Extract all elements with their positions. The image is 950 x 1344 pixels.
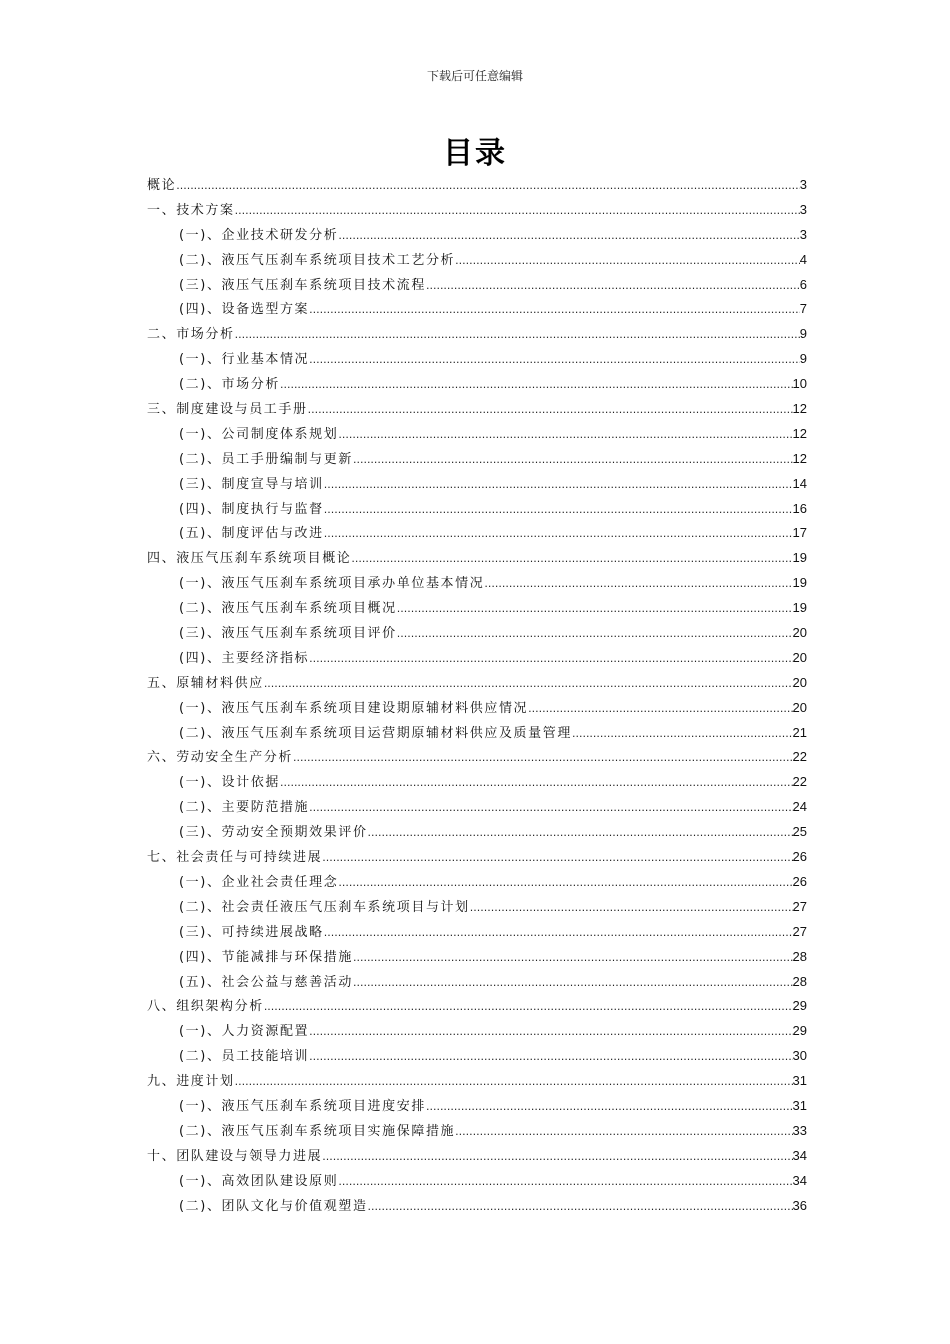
toc-dot-leader — [176, 179, 800, 192]
toc-dot-leader — [426, 1100, 793, 1113]
toc-entry-label: 十、团队建设与领导力进展 — [147, 1148, 323, 1164]
toc-entry-label: (二)、液压气压刹车系统项目运营期原辅材料供应及质量管理 — [179, 725, 572, 741]
toc-entry-label: (二)、员工手册编制与更新 — [179, 451, 353, 467]
toc-entry[interactable] — [147, 298, 807, 323]
toc-dot-leader — [324, 926, 793, 939]
toc-entry[interactable] — [147, 199, 807, 224]
toc-entry[interactable] — [147, 1070, 807, 1095]
toc-dot-leader — [309, 353, 800, 366]
toc-dot-leader — [324, 503, 793, 516]
toc-entry-label: (三)、液压气压刹车系统项目评价 — [179, 626, 397, 642]
toc-dot-leader — [338, 1175, 792, 1188]
toc-entry-page: 4 — [799, 251, 807, 267]
toc-entry-page: 31 — [792, 1097, 807, 1113]
toc-dot-leader — [353, 453, 793, 466]
toc-entry-label: (五)、制度评估与改进 — [179, 526, 324, 542]
toc-entry-page: 34 — [792, 1172, 807, 1188]
toc-entry-page: 28 — [792, 973, 807, 989]
toc-dot-leader — [264, 1000, 793, 1013]
toc-dot-leader — [353, 976, 793, 989]
toc-entry-label: (一)、液压气压刹车系统项目承办单位基本情况 — [179, 576, 485, 592]
toc-entry-label: (二)、液压气压刹车系统项目概况 — [179, 601, 397, 617]
toc-dot-leader — [309, 1025, 792, 1038]
toc-dot-leader — [264, 677, 793, 690]
toc-dot-leader — [322, 1150, 792, 1163]
toc-entry-label: 九、进度计划 — [147, 1074, 235, 1090]
toc-entry[interactable] — [147, 746, 807, 771]
toc-entry[interactable] — [147, 1170, 807, 1195]
toc-entry-label: (一)、行业基本情况 — [179, 352, 310, 368]
toc-entry[interactable] — [147, 771, 807, 796]
toc-entry-page: 17 — [792, 525, 807, 541]
toc-entry[interactable] — [147, 1145, 807, 1170]
toc-entry-label: (一)、人力资源配置 — [179, 1024, 310, 1040]
toc-entry-label: (一)、高效团队建设原则 — [179, 1173, 339, 1189]
toc-entry-page: 12 — [792, 425, 807, 441]
toc-entry[interactable] — [147, 647, 807, 672]
toc-dot-leader — [235, 1075, 793, 1088]
toc-dot-leader — [280, 378, 793, 391]
toc-entry-page: 34 — [792, 1147, 807, 1163]
toc-entry[interactable] — [147, 448, 807, 473]
toc-entry-page: 3 — [799, 177, 807, 192]
toc-dot-leader — [324, 527, 793, 540]
toc-entry-label: (三)、制度宣导与培训 — [179, 476, 324, 492]
toc-dot-leader — [235, 328, 800, 341]
toc-entry-page: 16 — [792, 500, 807, 516]
toc-entry-label: 二、市场分析 — [147, 327, 235, 343]
toc-entry-label: (四)、主要经济指标 — [179, 650, 310, 666]
toc-entry-page: 28 — [792, 948, 807, 964]
toc-entry[interactable] — [147, 1045, 807, 1070]
toc-entry-label: (二)、液压气压刹车系统项目技术工艺分析 — [179, 252, 456, 268]
toc-entry-page: 31 — [792, 1073, 807, 1089]
toc-dot-leader — [455, 254, 800, 267]
toc-entry-page: 22 — [792, 774, 807, 790]
toc-dot-leader — [397, 627, 793, 640]
toc-entry[interactable] — [147, 323, 807, 348]
toc-dot-leader — [338, 876, 792, 889]
toc-title: 目录 — [443, 136, 507, 171]
toc-dot-leader — [470, 901, 793, 914]
toc-dot-leader — [528, 702, 792, 715]
toc-entry[interactable] — [147, 896, 807, 921]
toc-entry-label: 三、制度建设与员工手册 — [147, 402, 308, 418]
toc-entry-page: 33 — [792, 1122, 807, 1138]
toc-entry-label: (四)、节能减排与环保措施 — [179, 949, 353, 965]
toc-entry-page: 10 — [792, 376, 807, 392]
toc-entry[interactable] — [147, 946, 807, 971]
toc-dot-leader — [322, 851, 792, 864]
toc-entry[interactable] — [147, 398, 807, 423]
toc-entry[interactable] — [147, 995, 807, 1020]
toc-entry-label: (一)、企业社会责任理念 — [179, 874, 339, 890]
toc-entry[interactable] — [147, 871, 807, 896]
toc-entry-label: (一)、企业技术研发分析 — [179, 227, 339, 243]
toc-entry[interactable] — [147, 1095, 807, 1120]
toc-dot-leader — [309, 652, 792, 665]
toc-dot-leader — [309, 801, 792, 814]
toc-dot-leader — [368, 1200, 793, 1213]
toc-entry-label: (三)、劳动安全预期效果评价 — [179, 825, 368, 841]
toc-entry-label: (二)、市场分析 — [179, 377, 280, 393]
toc-entry-label: 四、液压气压刹车系统项目概论 — [147, 551, 352, 567]
toc-dot-leader — [572, 727, 793, 740]
toc-entry[interactable] — [147, 672, 807, 697]
toc-entry-page: 27 — [792, 923, 807, 939]
toc-entry[interactable] — [147, 597, 807, 622]
toc-entry[interactable] — [147, 722, 807, 747]
toc-entry-page: 3 — [799, 201, 807, 217]
toc-entry[interactable] — [147, 846, 807, 871]
toc-entry[interactable] — [147, 423, 807, 448]
toc-entry-label: (二)、主要防范措施 — [179, 800, 310, 816]
toc-dot-leader — [353, 951, 793, 964]
toc-entry-page: 19 — [792, 550, 807, 566]
toc-entry-label: (三)、可持续进展战略 — [179, 924, 324, 940]
toc-entry[interactable] — [147, 697, 807, 722]
toc-entry-page: 20 — [792, 699, 807, 715]
toc-entry-page: 9 — [799, 326, 807, 342]
toc-entry-label: (二)、社会责任液压气压刹车系统项目与计划 — [179, 899, 470, 915]
toc-entry-page: 25 — [792, 824, 807, 840]
toc-entry-label: (一)、公司制度体系规划 — [179, 426, 339, 442]
toc-entry-label: 概论 — [147, 178, 177, 193]
toc-entry-label: 八、组织架构分析 — [147, 999, 264, 1015]
toc-dot-leader — [280, 776, 793, 789]
toc-entry-label: (三)、液压气压刹车系统项目技术流程 — [179, 277, 426, 293]
toc-entry-page: 3 — [799, 226, 807, 242]
toc-entry-page: 12 — [792, 450, 807, 466]
toc-entry-page: 12 — [792, 401, 807, 417]
toc-dot-leader — [235, 204, 800, 217]
toc-entry-page: 29 — [792, 1023, 807, 1039]
toc-entry[interactable] — [147, 348, 807, 373]
toc-dot-leader — [308, 403, 793, 416]
toc-entry-page: 26 — [792, 873, 807, 889]
toc-entry-label: 七、社会责任与可持续进展 — [147, 850, 323, 866]
toc-entry-page: 20 — [792, 625, 807, 641]
toc-entry-label: 一、技术方案 — [147, 202, 235, 218]
toc-dot-leader — [351, 552, 792, 565]
toc-entry-label: (二)、团队文化与价值观塑造 — [179, 1198, 368, 1214]
toc-entry[interactable] — [147, 522, 807, 547]
toc-dot-leader — [426, 279, 800, 292]
toc-entry-label: (二)、液压气压刹车系统项目实施保障措施 — [179, 1123, 456, 1139]
toc-entry-page: 26 — [792, 849, 807, 865]
toc-entry[interactable] — [147, 821, 807, 846]
toc-dot-leader — [324, 478, 793, 491]
toc-entry-label: 五、原辅材料供应 — [147, 675, 264, 691]
toc-entry-page: 20 — [792, 674, 807, 690]
toc-entry-page: 7 — [799, 301, 807, 317]
toc-entry-page: 22 — [792, 749, 807, 765]
toc-entry[interactable] — [147, 174, 807, 199]
toc-entry-label: (一)、液压气压刹车系统项目进度安排 — [179, 1098, 426, 1114]
toc-entry[interactable] — [147, 971, 807, 996]
toc-dot-leader — [338, 229, 799, 242]
toc-entry[interactable] — [147, 274, 807, 299]
toc-entry[interactable] — [147, 796, 807, 821]
toc-entry[interactable] — [147, 622, 807, 647]
toc-entry-label: (四)、设备选型方案 — [179, 302, 310, 318]
header-note: 下载后可任意编辑 — [426, 69, 523, 83]
toc-dot-leader — [293, 751, 793, 764]
toc-entry[interactable] — [147, 921, 807, 946]
toc-entry-page: 14 — [792, 475, 807, 491]
toc-dot-leader — [484, 577, 792, 590]
toc-entry-label: (二)、员工技能培训 — [179, 1049, 310, 1065]
toc-dot-leader — [309, 303, 800, 316]
toc-entry[interactable] — [147, 473, 807, 498]
toc-entry[interactable] — [147, 249, 807, 274]
toc-entry[interactable] — [147, 572, 807, 597]
toc-dot-leader — [455, 1125, 792, 1138]
toc-entry-label: (四)、制度执行与监督 — [179, 501, 324, 517]
toc-entry-page: 27 — [792, 898, 807, 914]
toc-entry[interactable] — [147, 1020, 807, 1045]
toc-entry-page: 29 — [792, 998, 807, 1014]
toc-entry-page: 30 — [792, 1048, 807, 1064]
toc-dot-leader — [397, 602, 793, 615]
toc-dot-leader — [338, 428, 792, 441]
toc-entry-page: 19 — [792, 575, 807, 591]
toc-dot-leader — [368, 826, 793, 839]
toc-entry[interactable] — [147, 224, 807, 249]
toc-entry-page: 21 — [792, 724, 807, 740]
toc-entry[interactable] — [147, 1120, 807, 1145]
toc-entry-page: 20 — [792, 649, 807, 665]
toc-entry-page: 9 — [799, 351, 807, 367]
toc-dot-leader — [309, 1050, 792, 1063]
toc-entry-label: 六、劳动安全生产分析 — [147, 750, 294, 766]
toc-entry[interactable] — [147, 1195, 807, 1220]
toc-entry-page: 36 — [792, 1197, 807, 1213]
toc-entry-label: (五)、社会公益与慈善活动 — [179, 974, 353, 990]
toc-entry[interactable] — [147, 547, 807, 572]
toc-entry-label: (一)、液压气压刹车系统项目建设期原辅材料供应情况 — [179, 700, 529, 716]
table-of-contents — [147, 174, 807, 1219]
toc-entry-page: 24 — [792, 799, 807, 815]
toc-entry-page: 19 — [792, 600, 807, 616]
toc-entry[interactable] — [147, 373, 807, 398]
toc-entry[interactable] — [147, 498, 807, 523]
toc-entry-page: 6 — [799, 276, 807, 292]
toc-entry-label: (一)、设计依据 — [179, 775, 280, 791]
